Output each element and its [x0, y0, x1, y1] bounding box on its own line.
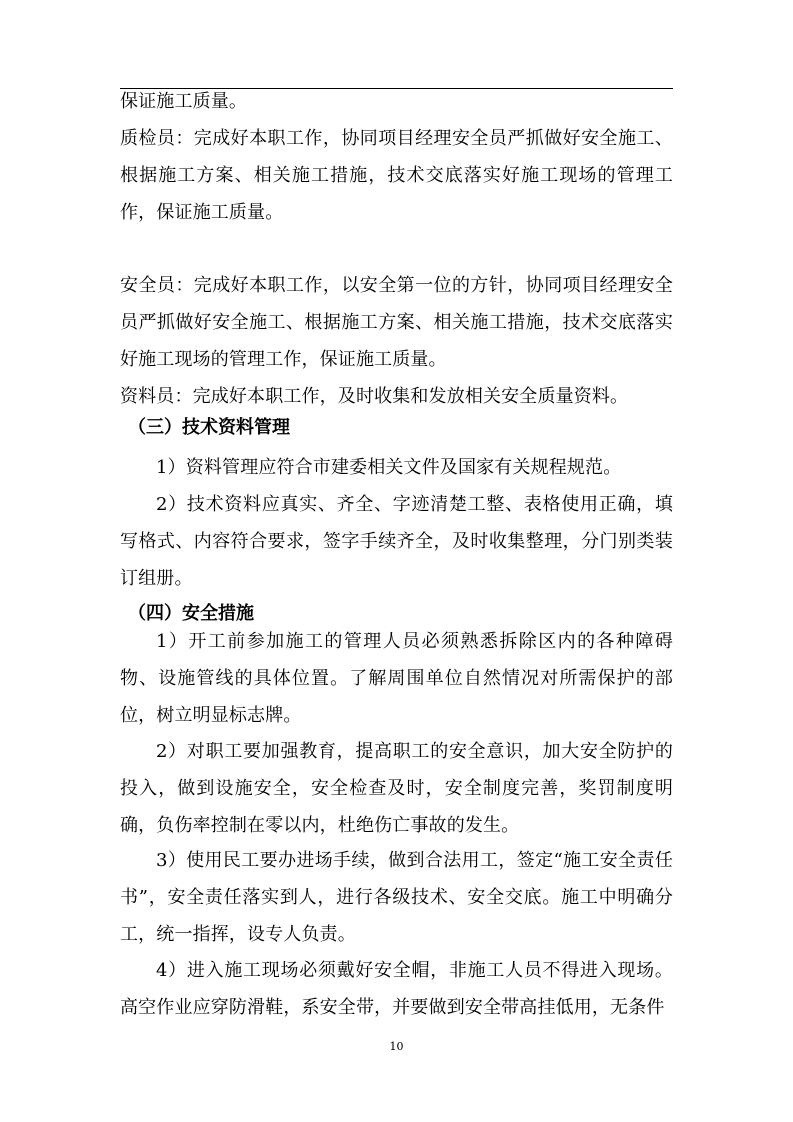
- paragraph-safety-item-2: 2）对职工要加强教育，提高职工的安全意识，加大安全防护的投入，做到设施安全，安全检查及时，安全制度完善，奖罚制度明确，负伤率控制在零以内，杜绝伤亡事故的发生。: [120, 741, 673, 836]
- paragraph-safety-item-4: 4）进入施工现场必须戴好安全帽，非施工人员不得进入现场。高空作业应穿防滑鞋，系安全带，并要做到安全带高挂低用，无条件: [120, 960, 673, 1018]
- paragraph-safety-item-3: 3）使用民工要办进场手续，做到合法用工，签定“施工安全责任书”，安全责任落实到人，进行各级技术、安全交底。施工中明确分工，统一指挥，设专人负责。: [120, 850, 673, 945]
- paragraph-safety-item-1: 1）开工前参加施工的管理人员必须熟悉拆除区内的各种障碍物、设施管线的具体位置。了解周围单位自然情况对所需保护的部位，树立明显标志牌。: [120, 631, 673, 726]
- paragraph-document-clerk: 资料员：完成好本职工作，及时收集和发放相关安全质量资料。: [120, 386, 629, 407]
- paragraph-technical-item-2: 2）技术资料应真实、齐全、字迹清楚工整、表格使用正确，填写格式、内容符合要求，签字手续齐全，及时收集整理，分门别类装订组册。: [120, 494, 673, 589]
- paragraph-quality-inspector: 质检员：完成好本职工作，协同项目经理安全员严抓做好安全施工、根据施工方案、相关施工措施，技术交底落实好施工现场的管理工作，保证施工质量。: [120, 128, 673, 223]
- section-heading-technical-documents: （三）技术资料管理: [128, 417, 290, 438]
- paragraph-quality-continuation: 保证施工质量。: [120, 91, 248, 112]
- paragraph-technical-item-1: 1）资料管理应符合市建委相关文件及国家有关规程规范。: [156, 457, 622, 478]
- paragraph-safety-officer: 安全员：完成好本职工作，以安全第一位的方针，协同项目经理安全员严抓做好安全施工、根据施工方案、相关施工措施，技术交底落实好施工现场的管理工作，保证施工质量。: [120, 275, 673, 370]
- section-heading-safety-measures: （四）安全措施: [128, 603, 254, 624]
- page-number: 10: [389, 1040, 404, 1053]
